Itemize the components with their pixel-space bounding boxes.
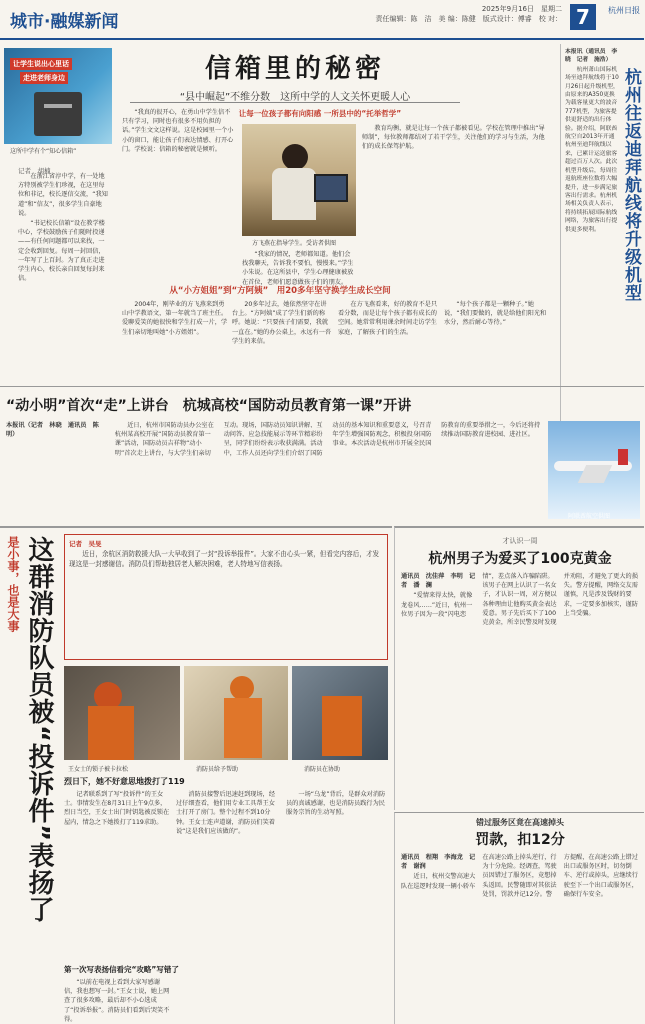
page-header	[0, 0, 644, 40]
story6-headline: 罚款，扣12分	[475, 832, 565, 848]
story1-col6: 20多年过去，她依然坚守在讲台上。“方阿姨”成了学生们新的称呼。她说：“只要孩子们需要，我就一直在。”她的办公桌上，永远有一沓学生的来信。	[232, 301, 332, 345]
story3-headline: “动小明”首次“走”上讲台 杭城高校“国防动员教育第一课”开讲	[6, 398, 412, 414]
story4-intro-box	[64, 534, 388, 660]
story1-col5: 2004年，刚毕业的方飞燕来到勇山中学教语文，第一年就当了班主任。爱聊爱笑的她很快和学生打成一片，学生们亲切地叫她“小方姐姐”。	[122, 301, 228, 336]
story-firefighters	[0, 526, 392, 1024]
story1-teacher-photo	[242, 124, 356, 236]
edition-meta	[376, 4, 562, 24]
story1-col7: 在方飞燕看来，好的教育不是只看分数，而是让每个孩子都有成长的空间。她常常利用课余时间走访学生家庭，了解孩子们的生活。	[338, 301, 438, 336]
story6-kicker: 错过服务区竟在高速掉头	[476, 818, 564, 827]
story4-subhead1: 烈日下，她不好意思地拨打了119	[64, 777, 185, 786]
story1-col4: 教育均衡，就是让每一个孩子都被看见。学校在管理中推出“导师制”，每位教师都结对了若干学生，关注他们的学习与生活，为他们的成长保驾护航。	[362, 125, 545, 151]
firefighter-photo-2	[184, 666, 288, 760]
edition-editors: 责任编辑：陈 洁 美 编：陈健 版式设计：傅睿 校 对：	[375, 15, 562, 23]
photo1-caption: 王女士的锁子被卡拉松	[68, 766, 129, 773]
story-highway	[394, 812, 644, 1024]
edition-date: 2025年9月16日 星期二	[481, 5, 562, 13]
story4-intro: 近日，余杭区消防救援大队一大早收到了一封“投诉举报件”。大家不由心头一紧，但看完内容后，才发现这是一封感谢信。消防员们帮助独居老人解决困难，老人特地写信表扬。	[69, 550, 380, 568]
firefighter-photo-1	[64, 666, 180, 760]
story3-body: 本报讯（记者 林晓 通讯员 陈明） 近日，杭州市国防动员办公室在杭州某高校开展“国防动员教育第一课”活动，国防动员吉祥物“动小明”首次走上讲台，与大学生们亲切互动。现场，国防动员知识讲解、互动问答、应急技能展示等环节精彩纷呈，同学们纷纷表示收获满满。活动中，工作人员还向学生们介绍了国防动员的基本知识和重要意义，号召青年学生增强国防观念，积极投身国防事业。本次活动是杭州市开展全民国防教育的重要举措之一，今后还将持续推动国防教育进校园、进社区。	[6, 422, 541, 457]
story-letterbox	[0, 44, 556, 384]
story4-col2: 消防员接警后迅速赶到现场，经过仔细查看，他们用专业工具帮王女士打开了房门。整个过程不到10分钟。王女士连声道谢，消防员们笑着说“这是我们应该做的”。	[176, 791, 276, 835]
story2-body: 本报讯（通讯员 李晓 记者 施浩） 杭州萧山国际机场至迪拜航线将于10月26日起升级机型，由原来的A350更换为载客量更大的波音777机型，为旅客提供更舒适的出行体验。据介绍，阿联酋航空自2013年开通杭州至迪拜航线以来，已累计运送旅客超过百万人次。此次机型升级后，每周往返航班座位数将大幅提升，进一步满足旅客出行需求。杭州机场相关负责人表示，将持续拓展国际航线网络，为旅客出行提供更多便利。	[565, 49, 619, 233]
story4-col4: 一场“乌龙”背后，是群众对消防员的真诚感谢，也是消防员践行为民服务宗旨的生动写照。	[286, 791, 386, 817]
paper-name: 杭州日报	[608, 6, 640, 15]
photo2-caption: 消防员给予帮助	[196, 766, 239, 773]
story1-subhead2: 从“小方姐姐”到“方阿姨” 用20多年坚守换学生成长空间	[169, 286, 391, 296]
story1-subtitle: “县中崛起”不维分数 这所中学的人文关怀更暖人心	[179, 92, 411, 103]
story4-col1: 记者联系到了写“投诉件”的王女士。事情发生在8月31日上午9点多，烈日当空，王女士出门时钥匙被反锁在屋内，情急之下她拨打了119求助。	[64, 791, 170, 826]
story1-intro: 在浙江省淳中学，有一处地方特别被学生们珍视，在这里每位和非记，校长逐信交流，“我知道”和“信友”，很多学生自豪地说。 “书记校长信箱”设在教学楼中心，学校鼓励孩子们随时投递——有任何问题都可以来找，一定会收到回复。每周一封回信，一年写了上百封。为了真正走进学生内心，校长亲自回复每封来信。	[18, 173, 108, 283]
photo3-caption: 消防员在协助	[304, 766, 341, 773]
story1-promo-photo	[4, 48, 112, 144]
story4-col3: “以前在电视上看到大家写感谢信，我也想写一封。”王女士说，她上网查了很多攻略，最后却不小心选成了“投诉举报”。消防员们看到后哭笑不得。	[64, 979, 170, 1023]
story1-byline: 记者 胡楠	[18, 167, 51, 175]
promo-badge-2: 走进老师身边	[20, 72, 68, 84]
teacher-photo-caption: 方飞燕在指导学生。受访者供图	[252, 240, 337, 247]
page-number: 7	[570, 4, 596, 30]
story-defense	[0, 386, 644, 524]
promo-caption: 这所中学有个“知心信箱”	[10, 148, 77, 155]
story1-subhead1: 让每一位孩子都有向阳感 一所县中的“托举哲学”	[238, 109, 402, 118]
airplane-photo	[548, 421, 640, 519]
airplane-photo-caption: 阿联酋航空供图	[568, 513, 611, 520]
story1-col8: “每个孩子都是一颗种子。”她说，“我们要做的，就是给他们阳光和水分，然后耐心等待。”	[444, 301, 547, 327]
story5-body: 通讯员 沈佳萍 李明 记者 潘 澜 “爱情来得太快，就像龙卷风……”近日，杭州一位男子因为一段“闪电恋情”，差点落入诈骗陷阱。该男子在网上认识了一名女子，才认识一周，对方便以各种理由让他购买黄金表达爱意。男子先后买下了100克黄金，所幸民警及时发现并劝阻，才避免了更大的损失。警方提醒，网络交友需谨慎，凡是涉及钱财的要求，一定要多加核实，谨防上当受骗。	[401, 573, 638, 627]
story1-col2: “我真的很开心，在勇山中学生信不只有学习，同时也有很多不用负担的话。”学生文文这样说。这是校园里一个小小的窗口，能让孩子们表达情感、打开心门。学校说：信箱的秘密就是倾听。	[122, 109, 234, 153]
story4-subhead2: 第一次写表扬信看完“攻略”写错了	[64, 965, 179, 974]
story2-headline: 杭州往返迪拜航线将升级机型	[621, 68, 641, 302]
firefighter-photo-3	[292, 666, 388, 760]
story5-headline: 杭州男子为爱买了100克黄金	[428, 551, 612, 567]
section-title: 城市·融媒新闻	[10, 12, 119, 32]
story6-body: 通讯员 程翔 李海龙 记者 谢润 近日，杭州交警高速大队在巡逻时发现一辆小轿车在高速公路上掉头逆行，行为十分危险。经调查，驾驶员因错过了服务区，竟想掉头返回。民警随即对其依法处罚，罚款并记12分。警方提醒，在高速公路上错过出口或服务区时，切勿倒车、逆行或掉头，应继续行驶至下一个出口或服务区，确保行车安全。	[401, 854, 638, 898]
story4-headline: 这群消防队员被“投诉件”表扬了	[24, 536, 54, 924]
story5-kicker: 才认识一周	[502, 537, 538, 545]
story4-byline: 记者 吴旻	[69, 540, 102, 548]
promo-badge-1: 让学生说出心里话	[10, 58, 72, 70]
story-gold	[394, 526, 644, 810]
story4-tag: 是小事，也是大事	[6, 536, 20, 632]
story1-headline: 信箱里的秘密	[204, 54, 385, 84]
story1-col3: “我家的情况，老师都知道。他们会找我聊天，告诉我不要怕，慢慢来。”学生小朱说。在这所县中，学生心理健康被放在首位，老师们愿意做孩子们的朋友。	[242, 251, 354, 286]
